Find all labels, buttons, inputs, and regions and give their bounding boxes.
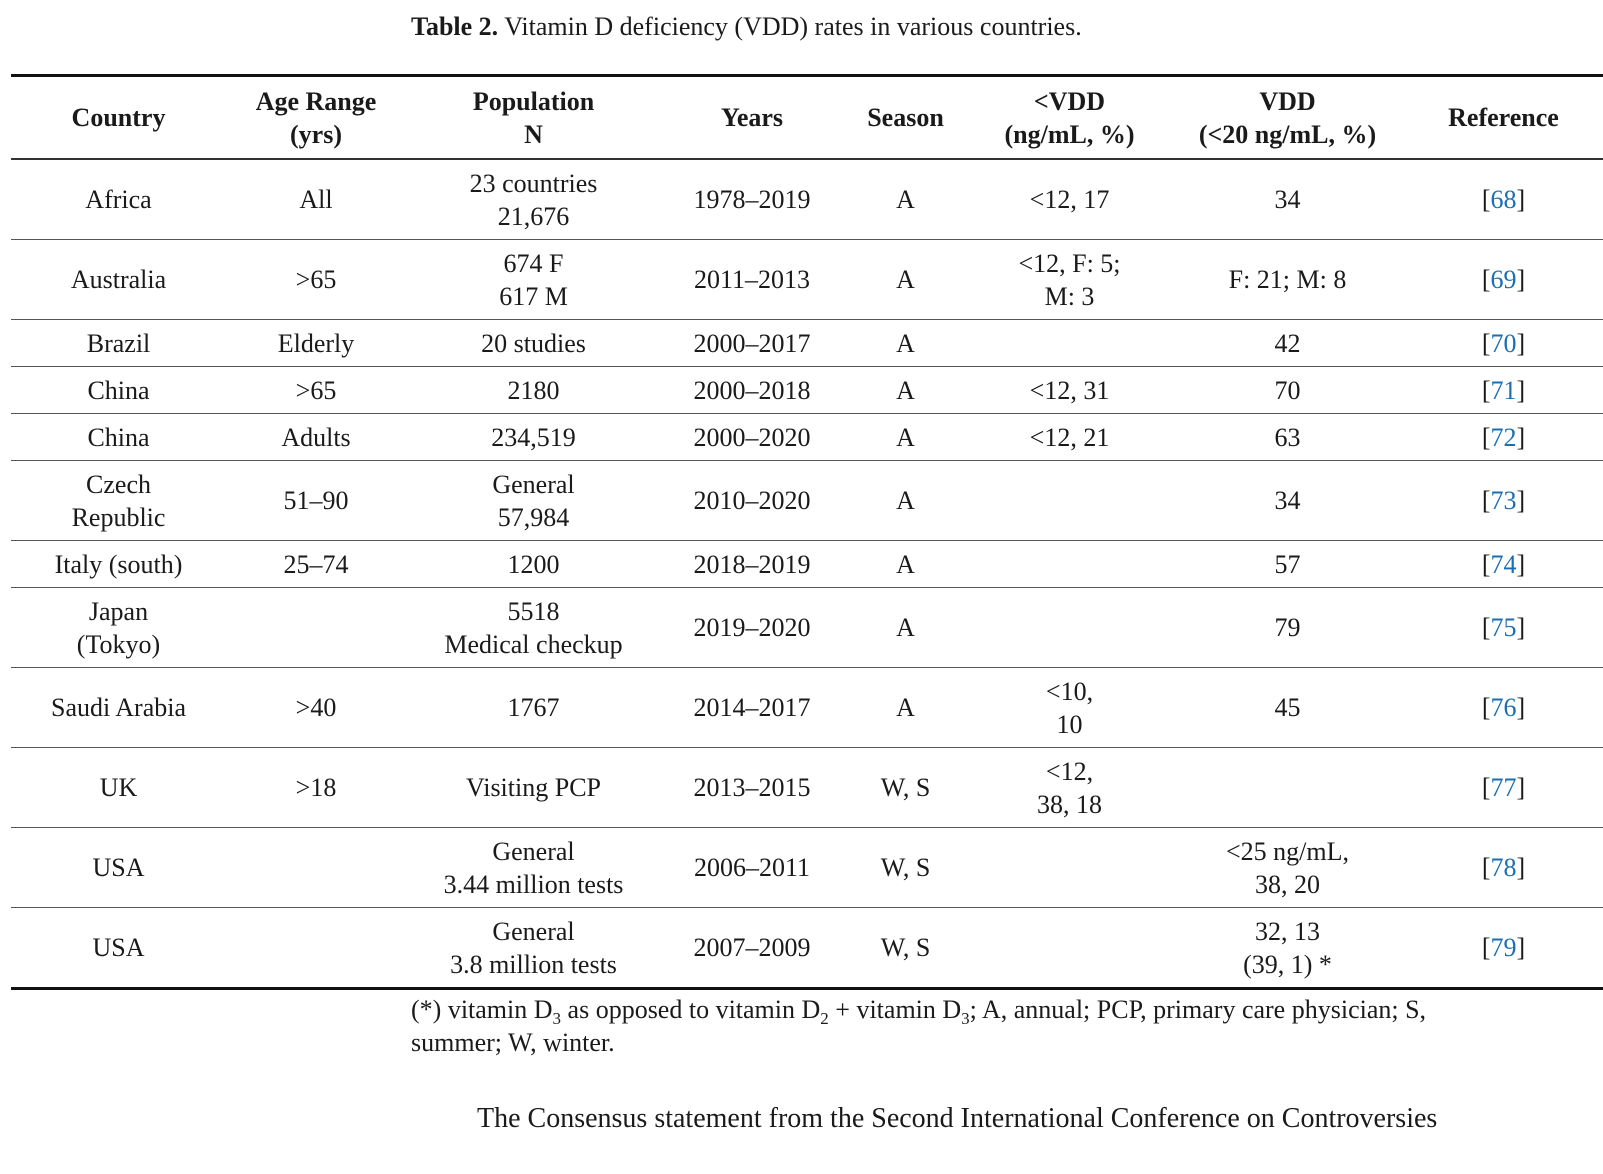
cell-population-line: 57,984	[497, 502, 570, 532]
cell-country	[11, 908, 226, 989]
cell-population-line: 21,676	[497, 201, 570, 231]
cell-season: A	[843, 588, 968, 668]
reference-link[interactable]	[1482, 613, 1525, 642]
cell-population-line: 23 countries	[469, 168, 598, 198]
cell-years: 2006–2011	[661, 828, 843, 908]
column-header-years	[661, 76, 843, 160]
cell-country	[11, 240, 226, 320]
cell-vdd-line: <25 ng/mL,	[1226, 836, 1349, 866]
cell-country-line: Italy (south)	[54, 549, 183, 579]
cell-population	[406, 668, 661, 748]
column-header-season	[843, 76, 968, 160]
reference-number[interactable]: 79	[1490, 933, 1517, 962]
reference-bracket: ]	[1516, 185, 1526, 214]
reference-number[interactable]: 75	[1490, 613, 1517, 642]
cell-reference	[1404, 367, 1603, 414]
cell-population	[406, 414, 661, 461]
cell-vdd-line: 38, 20	[1255, 869, 1320, 899]
cell-season: A	[843, 240, 968, 320]
cell-lt-vdd-line: 10	[1056, 709, 1083, 739]
reference-bracket: ]	[1516, 613, 1526, 642]
reference-bracket: [	[1481, 613, 1491, 642]
reference-number[interactable]: 78	[1490, 853, 1517, 882]
table-row	[11, 461, 1603, 541]
cell-age-range: All	[226, 159, 406, 240]
reference-link[interactable]	[1482, 376, 1525, 405]
cell-population-line: Visiting PCP	[466, 773, 601, 802]
footnote-text: ; A, annual; PCP, primary care physician; S,	[969, 995, 1427, 1024]
table-row	[11, 541, 1603, 588]
cell-population	[406, 240, 661, 320]
cell-age-range: >65	[226, 367, 406, 414]
cell-country	[11, 588, 226, 668]
footnote-subscript: 3	[961, 1009, 970, 1029]
cell-vdd-line: 63	[1274, 422, 1301, 452]
column-header-line: (ng/mL, %)	[1004, 119, 1135, 149]
cell-reference	[1404, 908, 1603, 989]
cell-vdd	[1171, 320, 1404, 367]
cell-season: A	[843, 541, 968, 588]
reference-link[interactable]	[1482, 265, 1525, 294]
footnote-subscript: 3	[552, 1009, 562, 1029]
cell-vdd-line: 70	[1274, 375, 1301, 405]
cell-season: W, S	[843, 748, 968, 828]
cell-lt-vdd	[968, 668, 1171, 748]
reference-link[interactable]	[1482, 773, 1525, 802]
cell-vdd	[1171, 461, 1404, 541]
cell-country-line: Japan	[88, 596, 149, 626]
body-paragraph-text: The Consensus statement from the Second International Conference on Controversies	[477, 1103, 1438, 1134]
cell-population-line: General	[492, 916, 575, 946]
cell-vdd-line: 32, 13	[1255, 916, 1320, 946]
cell-years: 2000–2020	[661, 414, 843, 461]
reference-bracket: [	[1481, 328, 1491, 358]
cell-season: A	[843, 320, 968, 367]
cell-lt-vdd	[968, 320, 1171, 367]
cell-years: 2010–2020	[661, 461, 843, 541]
column-header-line: Years	[720, 103, 784, 132]
table-footnote	[411, 993, 1603, 1059]
cell-vdd	[1171, 541, 1404, 588]
cell-vdd-line: (39, 1) *	[1243, 949, 1332, 979]
cell-vdd-line: F: 21; M: 8	[1228, 265, 1347, 294]
table-caption-text: Vitamin D deficiency (VDD) rates in various countries.	[504, 12, 1082, 41]
cell-country-line: China	[87, 422, 150, 452]
table-header-row	[11, 76, 1603, 160]
reference-link[interactable]	[1482, 329, 1525, 358]
reference-number[interactable]: 68	[1490, 185, 1517, 214]
cell-population	[406, 908, 661, 989]
cell-country-line: Saudi Arabia	[50, 693, 187, 722]
cell-population-line: 3.44 million tests	[443, 869, 624, 899]
reference-link[interactable]	[1482, 693, 1525, 722]
table-row	[11, 668, 1603, 748]
cell-vdd	[1171, 748, 1404, 828]
footnote-text: as opposed to vitamin D	[561, 995, 821, 1024]
cell-country	[11, 414, 226, 461]
reference-bracket: [	[1481, 486, 1491, 515]
reference-bracket: ]	[1516, 375, 1526, 405]
cell-lt-vdd	[968, 367, 1171, 414]
cell-vdd	[1171, 588, 1404, 668]
table-row	[11, 240, 1603, 320]
reference-number[interactable]: 71	[1490, 375, 1517, 405]
cell-lt-vdd-line: <12, 17	[1029, 185, 1110, 214]
reference-bracket: ]	[1516, 773, 1526, 802]
cell-years: 2007–2009	[693, 933, 811, 962]
cell-age-range	[226, 588, 406, 668]
column-header-line: (yrs)	[290, 119, 342, 149]
cell-lt-vdd	[968, 588, 1171, 668]
cell-country-line: (Tokyo)	[76, 629, 161, 659]
cell-reference	[1404, 240, 1603, 320]
cell-country-line: Brazil	[86, 328, 151, 358]
reference-bracket: [	[1481, 933, 1491, 962]
table-row	[11, 908, 1603, 989]
column-header-reference	[1404, 76, 1603, 160]
table-row	[11, 748, 1603, 828]
column-header-country	[11, 76, 226, 160]
cell-country-line: UK	[99, 773, 138, 802]
cell-population-line: 234,519	[491, 422, 576, 452]
cell-age-range: Adults	[226, 414, 406, 461]
reference-bracket: ]	[1516, 486, 1526, 515]
cell-lt-vdd	[968, 461, 1171, 541]
cell-season: W, S	[843, 828, 968, 908]
table-row	[11, 588, 1603, 668]
cell-lt-vdd	[968, 541, 1171, 588]
cell-population-line: General	[492, 469, 575, 499]
column-header-population	[406, 76, 661, 160]
reference-link[interactable]	[1482, 550, 1525, 579]
cell-country-line: Africa	[85, 185, 152, 214]
cell-reference	[1404, 541, 1603, 588]
cell-population-line: 674 F	[503, 248, 564, 278]
cell-age-range: >18	[226, 748, 406, 828]
cell-population	[406, 588, 661, 668]
cell-years: 2014–2017	[661, 668, 843, 748]
column-header-line: <VDD	[1033, 86, 1106, 116]
cell-season: W, S	[880, 933, 931, 962]
cell-country-line: China	[87, 375, 150, 405]
reference-number[interactable]: 74	[1490, 549, 1517, 579]
reference-bracket: ]	[1516, 328, 1526, 358]
cell-country-line: Australia	[70, 265, 167, 294]
cell-vdd	[1171, 668, 1404, 748]
cell-years: 2019–2020	[661, 588, 843, 668]
cell-reference	[1404, 159, 1603, 240]
cell-reference	[1404, 461, 1603, 541]
cell-country-line: USA	[92, 853, 145, 882]
cell-population-line: 5518	[507, 596, 560, 626]
reference-link[interactable]	[1482, 185, 1525, 214]
cell-lt-vdd	[968, 828, 1171, 908]
cell-lt-vdd-line: <12, 21	[1029, 422, 1110, 452]
cell-country	[11, 748, 226, 828]
cell-population-line: 2180	[507, 375, 560, 405]
cell-age-range	[226, 828, 406, 908]
cell-reference	[1404, 748, 1603, 828]
cell-lt-vdd-line: M: 3	[1044, 281, 1095, 311]
table-row	[11, 828, 1603, 908]
cell-reference	[1404, 588, 1603, 668]
cell-population	[406, 367, 661, 414]
table-row	[11, 320, 1603, 367]
reference-bracket: ]	[1516, 422, 1526, 452]
cell-vdd-line: 79	[1274, 613, 1301, 642]
cell-lt-vdd-line: <12,	[1045, 756, 1094, 786]
reference-link[interactable]	[1482, 853, 1525, 882]
cell-years: 2011–2013	[661, 240, 843, 320]
cell-vdd	[1171, 367, 1404, 414]
cell-population-line: 1200	[507, 549, 560, 579]
cell-lt-vdd	[968, 908, 1171, 989]
column-header-line: Age Range	[255, 86, 377, 116]
table-caption	[411, 12, 1082, 42]
column-header-line: Country	[71, 103, 166, 132]
cell-reference	[1404, 828, 1603, 908]
cell-vdd	[1171, 828, 1404, 908]
vdd-rates-table	[11, 74, 1603, 990]
cell-population-line: 1767	[507, 693, 560, 722]
cell-season: A	[843, 414, 968, 461]
footnote-subscript: 2	[820, 1009, 829, 1029]
cell-population	[406, 320, 661, 367]
cell-season: A	[843, 367, 968, 414]
reference-link[interactable]	[1482, 423, 1525, 452]
reference-bracket: [	[1481, 422, 1491, 452]
column-header-line: Reference	[1448, 103, 1559, 132]
cell-season: A	[843, 159, 968, 240]
cell-vdd	[1171, 159, 1404, 240]
cell-country	[11, 828, 226, 908]
table-row	[11, 367, 1603, 414]
cell-population	[406, 541, 661, 588]
table-caption-label: Table 2.	[411, 12, 499, 41]
column-header-line: Population	[472, 86, 595, 116]
footnote-line-1	[411, 993, 1603, 1029]
footnote-line-2: summer; W, winter.	[411, 1028, 615, 1057]
footnote-text: (*) vitamin D	[411, 995, 553, 1024]
column-header-line: N	[524, 119, 543, 149]
reference-link[interactable]	[1482, 486, 1525, 515]
cell-age-range: 51–90	[226, 461, 406, 541]
cell-years: 2000–2017	[661, 320, 843, 367]
cell-lt-vdd-line: <10,	[1045, 676, 1094, 706]
reference-number[interactable]: 73	[1490, 486, 1517, 515]
cell-population	[406, 828, 661, 908]
reference-number[interactable]: 76	[1490, 693, 1517, 722]
cell-population-line: Medical checkup	[444, 629, 623, 659]
cell-lt-vdd-line: 38, 18	[1037, 789, 1102, 819]
cell-country-line: USA	[92, 933, 145, 962]
reference-bracket: ]	[1516, 933, 1526, 962]
cell-country	[11, 159, 226, 240]
cell-vdd	[1171, 414, 1404, 461]
cell-vdd-line: 34	[1274, 486, 1301, 515]
table-body	[11, 159, 1603, 989]
cell-population-line: 20 studies	[481, 328, 586, 358]
table-row	[11, 414, 1603, 461]
cell-lt-vdd	[968, 159, 1171, 240]
cell-reference	[1404, 320, 1603, 367]
cell-population-line: 617 M	[499, 281, 568, 311]
cell-reference	[1404, 668, 1603, 748]
column-header-line: (<20 ng/mL, %)	[1198, 119, 1377, 149]
cell-country-line: Czech	[86, 469, 151, 499]
cell-years: 2000–2018	[661, 367, 843, 414]
cell-country	[11, 367, 226, 414]
cell-vdd-line: 42	[1274, 328, 1301, 358]
cell-country	[11, 461, 226, 541]
cell-season: A	[843, 461, 968, 541]
reference-bracket: [	[1481, 265, 1491, 294]
cell-country	[11, 541, 226, 588]
cell-lt-vdd-line: <12, 31	[1029, 375, 1110, 405]
reference-bracket: ]	[1516, 693, 1526, 722]
column-header-lt-vdd	[968, 76, 1171, 160]
cell-population-line: 3.8 million tests	[450, 949, 617, 979]
cell-age-range: 25–74	[226, 541, 406, 588]
column-header-age-range	[226, 76, 406, 160]
cell-reference	[1404, 414, 1603, 461]
cell-season: A	[843, 668, 968, 748]
cell-years: 2013–2015	[661, 748, 843, 828]
reference-link[interactable]	[1482, 933, 1525, 962]
reference-number[interactable]: 70	[1490, 328, 1517, 358]
column-header-vdd	[1171, 76, 1404, 160]
reference-bracket: [	[1481, 693, 1491, 722]
cell-country	[11, 320, 226, 367]
cell-population	[406, 748, 661, 828]
reference-bracket: [	[1481, 375, 1491, 405]
reference-bracket: [	[1481, 549, 1491, 579]
column-header-line: VDD	[1259, 86, 1316, 116]
cell-age-range: >40	[226, 668, 406, 748]
cell-vdd	[1171, 240, 1404, 320]
footnote-text: + vitamin D	[828, 995, 962, 1024]
cell-years: 1978–2019	[661, 159, 843, 240]
reference-bracket: [	[1481, 853, 1491, 882]
reference-number[interactable]: 77	[1490, 773, 1517, 802]
reference-number[interactable]: 69	[1490, 265, 1517, 294]
cell-lt-vdd-line: <12, F: 5;	[1018, 248, 1121, 278]
cell-population	[406, 159, 661, 240]
cell-lt-vdd	[968, 240, 1171, 320]
cell-lt-vdd	[968, 748, 1171, 828]
cell-lt-vdd	[968, 414, 1171, 461]
cell-population-line: General	[492, 836, 575, 866]
cell-age-range: >65	[226, 240, 406, 320]
reference-bracket: ]	[1516, 549, 1526, 579]
reference-bracket: ]	[1516, 853, 1526, 882]
cell-vdd-line: 45	[1274, 693, 1301, 722]
reference-bracket: [	[1481, 185, 1491, 214]
reference-bracket: ]	[1516, 265, 1526, 294]
cell-vdd-line: 34	[1274, 185, 1301, 214]
reference-number[interactable]: 72	[1490, 422, 1517, 452]
column-header-line: Season	[867, 103, 944, 132]
cell-vdd	[1171, 908, 1404, 989]
reference-bracket: [	[1481, 773, 1491, 802]
cell-age-range: Elderly	[226, 320, 406, 367]
cell-vdd-line: 57	[1274, 549, 1301, 579]
cell-population	[406, 461, 661, 541]
cell-years: 2018–2019	[661, 541, 843, 588]
table-row	[11, 159, 1603, 240]
cell-country-line: Republic	[71, 502, 166, 532]
cell-age-range	[226, 908, 406, 989]
cell-country	[11, 668, 226, 748]
